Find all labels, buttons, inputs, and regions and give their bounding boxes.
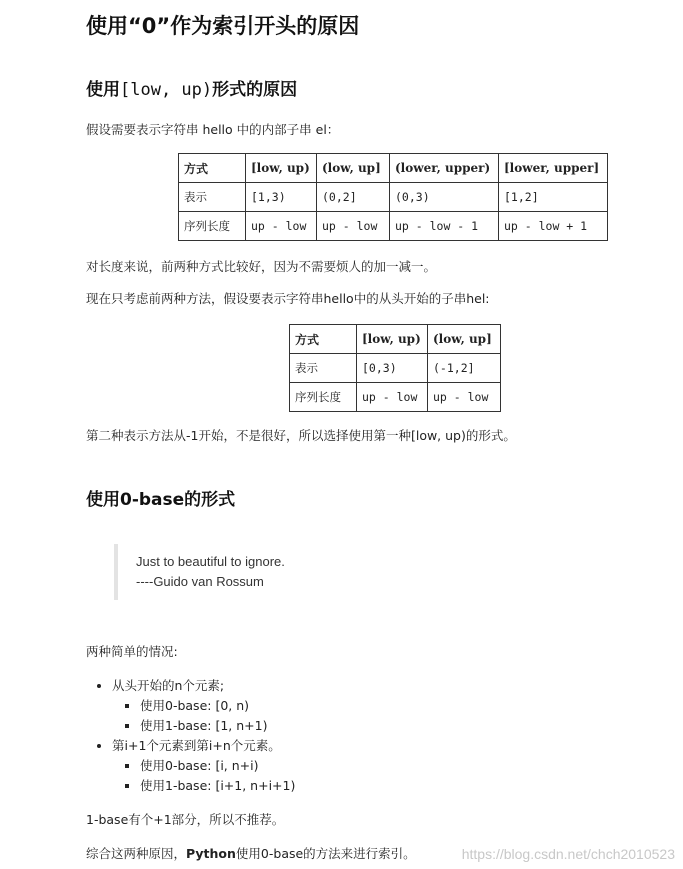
table-header-cell: (lower, upper) bbox=[390, 154, 499, 183]
table-cell: up - low bbox=[246, 212, 317, 241]
cases-list bbox=[86, 676, 295, 796]
table-cell: 表示 bbox=[179, 183, 246, 212]
table-header-cell: (low, up] bbox=[428, 325, 501, 354]
table-row bbox=[179, 212, 608, 241]
table-row bbox=[290, 354, 501, 383]
table-header-cell: 方式 bbox=[179, 154, 246, 183]
table-header-cell: (low, up] bbox=[317, 154, 390, 183]
section1-conclusion: 第二种表示方法从-1开始，不是很好，所以选择使用第一种[low, up)的形式。 bbox=[86, 428, 516, 443]
comparison-table-2 bbox=[289, 324, 501, 412]
table-header-cell: [lower, upper] bbox=[499, 154, 608, 183]
watermark: https://blog.csdn.net/chch2010523 bbox=[461, 846, 675, 862]
quote-text: Just to beautiful to ignore. bbox=[136, 554, 285, 569]
quote-author: ----Guido van Rossum bbox=[136, 574, 264, 589]
table-header-row bbox=[290, 325, 501, 354]
table-cell: up - low bbox=[428, 383, 501, 412]
table-cell: up - low bbox=[317, 212, 390, 241]
table-header-row bbox=[179, 154, 608, 183]
table-cell: 表示 bbox=[290, 354, 357, 383]
sub-list-item: ▪ 使用1-base: [i+1, n+i+1) bbox=[140, 776, 295, 796]
section1-heading: 使用[low, up)形式的原因 bbox=[86, 80, 298, 100]
note: 1-base有个+1部分，所以不推荐。 bbox=[86, 812, 285, 827]
comparison-table bbox=[178, 153, 608, 241]
table-cell: [0,3) bbox=[357, 354, 428, 383]
list-item bbox=[112, 676, 295, 736]
length-note: 对长度来说，前两种方式比较好，因为不需要烦人的加一减一。 bbox=[86, 259, 437, 274]
table-row bbox=[290, 383, 501, 412]
list-item-label: 从头开始的n个元素; bbox=[112, 678, 225, 693]
blockquote bbox=[114, 544, 576, 600]
sub-list bbox=[112, 756, 295, 796]
second-intro: 现在只考虑前两种方法，假设要表示字符串hello中的从头开始的子串hel: bbox=[86, 291, 490, 306]
section2-heading: 使用0-base的形式 bbox=[86, 490, 236, 510]
summary: 综合这两种原因，Python使用0-base的方法来进行索引。 bbox=[86, 846, 416, 861]
table-cell: (0,3) bbox=[390, 183, 499, 212]
page-title: 使用“0”作为索引开头的原因 bbox=[86, 14, 360, 38]
table-cell: 序列长度 bbox=[179, 212, 246, 241]
cases-intro: 两种简单的情况: bbox=[86, 644, 178, 659]
sub-list-item: ▪ 使用0-base: [0, n) bbox=[140, 696, 295, 716]
sub-list-item: ▪ 使用0-base: [i, n+i) bbox=[140, 756, 295, 776]
table-row bbox=[179, 183, 608, 212]
table-cell: up - low + 1 bbox=[499, 212, 608, 241]
table-cell: [1,2] bbox=[499, 183, 608, 212]
table-cell: up - low - 1 bbox=[390, 212, 499, 241]
table-cell: up - low bbox=[357, 383, 428, 412]
table-cell: 序列长度 bbox=[290, 383, 357, 412]
table-header-cell: [low, up) bbox=[357, 325, 428, 354]
table-cell: [1,3) bbox=[246, 183, 317, 212]
table-header-cell: [low, up) bbox=[246, 154, 317, 183]
list-item-label: 第i+1个元素到第i+n个元素。 bbox=[112, 738, 281, 753]
table-cell: (0,2] bbox=[317, 183, 390, 212]
sub-list-item: ▪ 使用1-base: [1, n+1) bbox=[140, 716, 295, 736]
list-item bbox=[112, 736, 295, 796]
sub-list bbox=[112, 696, 295, 736]
table-header-cell: 方式 bbox=[290, 325, 357, 354]
section1-intro: 假设需要表示字符串 hello 中的内部子串 el： bbox=[86, 122, 340, 137]
table-cell: (-1,2] bbox=[428, 354, 501, 383]
